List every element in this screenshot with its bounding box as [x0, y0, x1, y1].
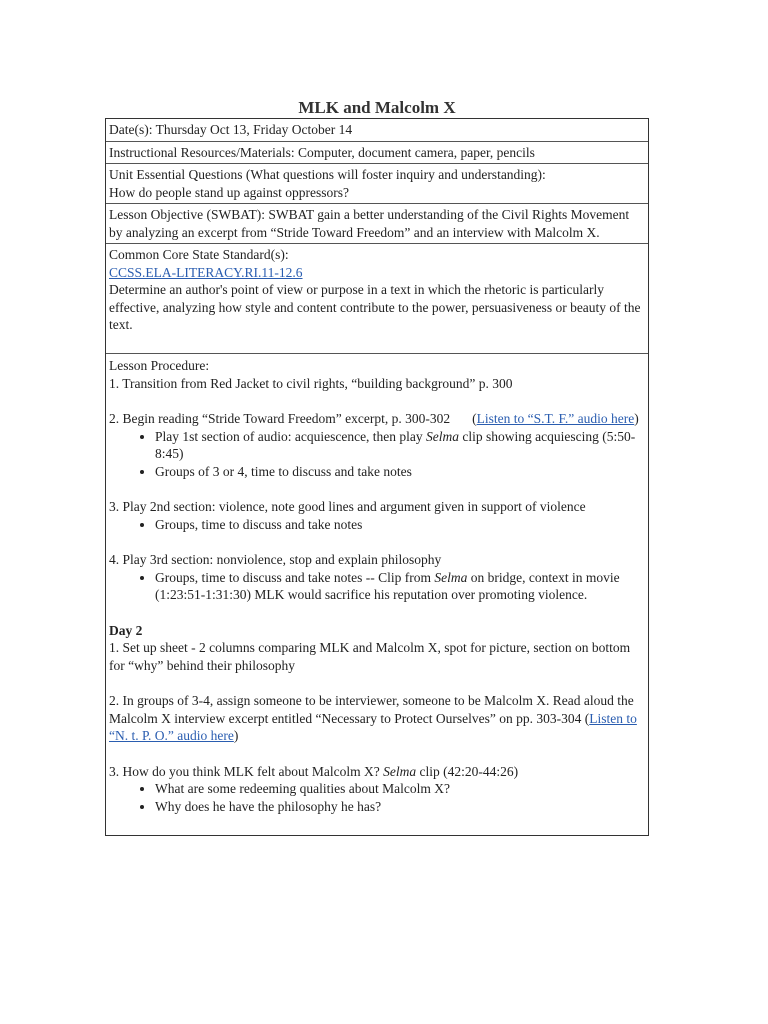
procedure-row — [106, 354, 648, 835]
dates-row — [106, 119, 648, 142]
step-text: 2. Begin reading “Stride Toward Freedom” excerpt, p. 300-302 — [109, 411, 451, 426]
day1-step-2 — [109, 410, 645, 480]
essential-questions-label: Unit Essential Questions (What questions will foster inquiry and understanding): — [109, 167, 546, 182]
step-text: 1. Transition from Red Jacket to civil rights, “building background” p. 300 — [109, 375, 513, 391]
step-text: 3. Play 2nd section: violence, note good lines and argument given in support of violence — [109, 499, 586, 514]
selma-title: Selma — [426, 428, 460, 444]
day2-step-3: 3. How do you think MLK felt about Malcolm X? Selma clip (42:20-44:26) • What are some redeeming qualities about Malcolm X? • Why does he have the philosophy he has? — [109, 763, 645, 816]
selma-title: Selma — [434, 569, 468, 585]
page-title: MLK and Malcolm X — [298, 98, 456, 117]
standards-row — [106, 244, 648, 354]
dates-text: Date(s): Thursday Oct 13, Friday October 14 — [109, 122, 353, 137]
standards-label: Common Core State Standard(s): — [109, 247, 289, 262]
standard-link[interactable]: CCSS.ELA-LITERACY.RI.11-12.6 — [109, 264, 303, 280]
step-text: 2. In groups of 3-4, assign someone to be interviewer, someone to be Malcolm X. Read aloud the Malcolm X interview excerpt entitled “Necessary to Protect Ourselves” on pp. 303-304 ( — [109, 693, 634, 726]
day1-step-3 — [109, 498, 645, 533]
bullet-item: • What are some redeeming qualities about Malcolm X? — [155, 780, 645, 798]
day1-step-1 — [109, 375, 645, 393]
ntpo-audio-link[interactable]: Listen to “N. t. P. O.” audio here — [109, 710, 637, 743]
resources-text: Instructional Resources/Materials: Computer, document camera, paper, pencils — [109, 144, 535, 160]
lesson-plan-table — [105, 118, 649, 836]
paren-close: ) — [233, 728, 239, 743]
resources-row — [106, 142, 648, 165]
day2-heading: Day 2 — [109, 622, 143, 638]
essential-question: How do people stand up against oppressors? — [109, 184, 349, 200]
procedure-heading: Lesson Procedure: — [109, 358, 210, 373]
day2-step-2 — [109, 692, 645, 745]
standards-description: Determine an author's point of view or purpose in a text in which the rhetoric is particularly effective, analyzing how style and content contribute to the power, persuasiveness or beauty of the text. — [109, 282, 641, 332]
objective-text: Lesson Objective (SWBAT): SWBAT gain a better understanding of the Civil Rights Movement by analyzing an excerpt from “Stride Toward Freedom” and an interview with Malcolm X. — [109, 207, 630, 240]
day2-step-1 — [109, 639, 645, 674]
paren-open: ( — [472, 411, 477, 426]
stf-audio-link[interactable]: Listen to “S.T. F.” audio here — [476, 411, 635, 426]
bullet-item: • Play 1st section of audio: acquiescence, then play Selma clip showing acquiescing (5:50-8:45) — [155, 428, 645, 463]
step-text: 1. Set up sheet - 2 columns comparing MLK and Malcolm X, spot for picture, section on bottom for “why” behind their philosophy — [109, 640, 631, 673]
bullet-item: • Groups, time to discuss and take notes — [155, 516, 645, 534]
bullet-item: • Groups of 3 or 4, time to discuss and take notes — [155, 463, 645, 481]
selma-title: Selma — [383, 763, 417, 779]
essential-questions-row — [106, 164, 648, 204]
bullet-item: • Groups, time to discuss and take notes -- Clip from Selma on bridge, context in movie (1:23:51-1:31:30) MLK would sacrifice his reputation over promoting violence. — [155, 569, 645, 604]
day1-step-4 — [109, 551, 645, 604]
step-text: 4. Play 3rd section: nonviolence, stop and explain philosophy — [109, 552, 442, 567]
paren-close: ) — [634, 411, 639, 426]
bullet-item: • Why does he have the philosophy he has? — [155, 798, 645, 816]
objective-row — [106, 204, 648, 244]
